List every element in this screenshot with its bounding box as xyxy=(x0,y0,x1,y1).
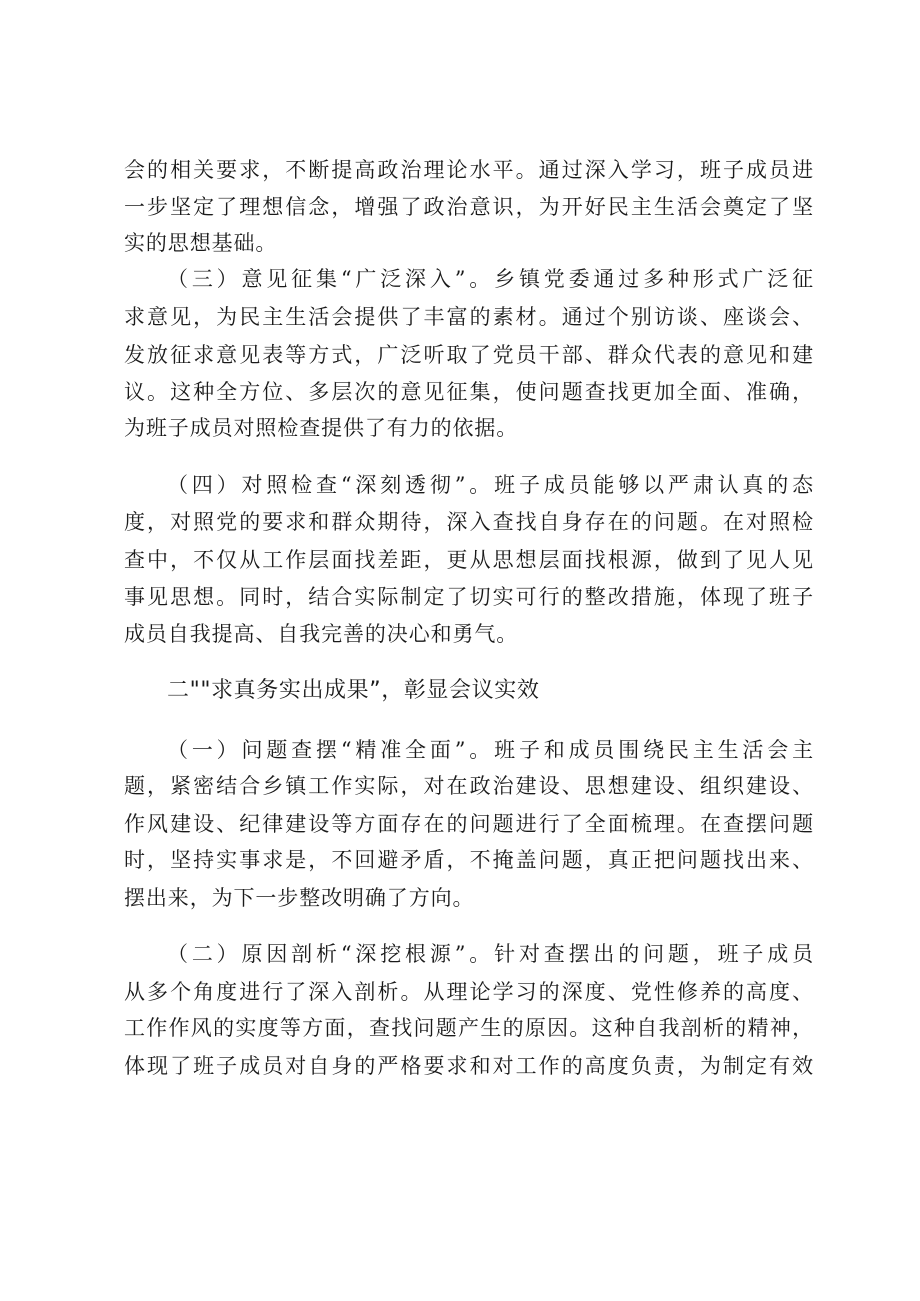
paragraph-line: 议。这种全方位、多层次的意见征集，使问题查找更加全面、准确， xyxy=(124,380,814,404)
paragraph-line: 时，坚持实事求是，不回避矛盾，不掩盖问题，真正把问题找出来、 xyxy=(124,848,814,872)
paragraph-line: （二）原因剖析“深挖根源”。针对查摆出的问题，班子成员 xyxy=(167,942,814,966)
paragraph-line: 度，对照党的要求和群众期待，深入查找自身存在的问题。在对照检 xyxy=(124,510,814,534)
paragraph-line: 查中，不仅从工作层面找差距，更从思想层面找根源，做到了见人见 xyxy=(124,548,814,572)
paragraph-line: 求意见，为民主生活会提供了丰富的素材。通过个别访谈、座谈会、 xyxy=(124,305,814,329)
paragraph-line: （一）问题查摆“精准全面”。班子和成员围绕民主生活会主 xyxy=(167,738,814,762)
paragraph-line: 工作作风的实度等方面，查找问题产生的原因。这种自我剖析的精神， xyxy=(124,1016,814,1040)
paragraph-line: 从多个角度进行了深入剖析。从理论学习的深度、党性修养的高度、 xyxy=(124,980,814,1004)
paragraph-line: 成员自我提高、自我完善的决心和勇气。 xyxy=(124,622,519,646)
paragraph-line: 一步坚定了理想信念，增强了政治意识，为开好民主生活会奠定了坚 xyxy=(124,195,814,219)
paragraph-line: （四）对照检查“深刻透彻”。班子成员能够以严肃认真的态 xyxy=(167,473,814,497)
paragraph-line: 作风建设、纪律建设等方面存在的问题进行了全面梳理。在查摆问题 xyxy=(124,812,814,836)
paragraph-line: （三）意见征集“广泛深入”。乡镇党委通过多种形式广泛征 xyxy=(167,267,814,291)
section-heading: 二""求真务实出成果”，彰显会议实效 xyxy=(167,678,540,703)
paragraph-line: 实的思想基础。 xyxy=(124,231,278,255)
paragraph-line: 体现了班子成员对自身的严格要求和对工作的高度负责，为制定有效 xyxy=(124,1054,814,1078)
paragraph-line: 会的相关要求，不断提高政治理论水平。通过深入学习，班子成员进 xyxy=(124,158,814,182)
paragraph-line: 摆出来，为下一步整改明确了方向。 xyxy=(124,886,475,910)
paragraph-line: 为班子成员对照检查提供了有力的依据。 xyxy=(124,416,519,440)
paragraph-line: 发放征求意见表等方式，广泛听取了党员干部、群众代表的意见和建 xyxy=(124,343,814,367)
paragraph-line: 事见思想。同时，结合实际制定了切实可行的整改措施，体现了班子 xyxy=(124,585,814,609)
paragraph-line: 题，紧密结合乡镇工作实际，对在政治建设、思想建设、组织建设、 xyxy=(124,774,814,798)
